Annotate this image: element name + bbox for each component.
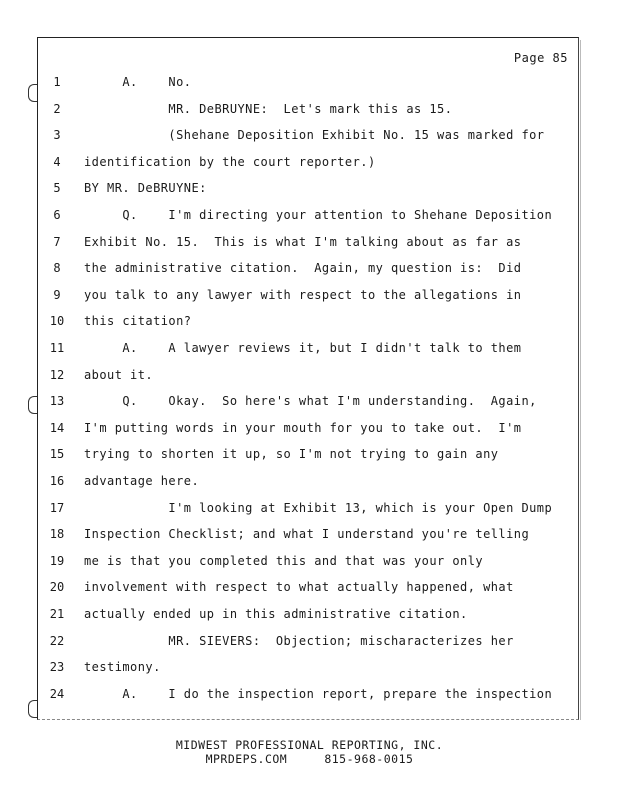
line-number: 1 <box>53 75 61 89</box>
line-number: 4 <box>53 155 61 169</box>
line-text: this citation? <box>84 314 192 328</box>
line-number: 15 <box>49 447 65 461</box>
line-number: 22 <box>49 634 65 648</box>
line-number: 20 <box>49 580 65 594</box>
line-number: 7 <box>53 235 61 249</box>
footer-contact: MPRDEPS.COM 815-968-0015 <box>205 752 414 766</box>
line-text: Inspection Checklist; and what I understand you're telling <box>84 527 530 541</box>
line-number: 6 <box>53 208 61 222</box>
line-number: 13 <box>49 394 65 408</box>
line-number: 10 <box>49 314 65 328</box>
page-number: Page 85 <box>513 51 568 65</box>
line-text: (Shehane Deposition Exhibit No. 15 was marked for <box>84 128 545 142</box>
line-number: 18 <box>49 527 65 541</box>
line-number: 23 <box>49 660 65 674</box>
line-text: A. A lawyer reviews it, but I didn't talk to them <box>84 341 522 355</box>
line-text: testimony. <box>84 660 161 674</box>
line-number: 21 <box>49 607 65 621</box>
line-text: you talk to any lawyer with respect to the allegations in <box>84 288 522 302</box>
line-text: involvement with respect to what actually happened, what <box>84 580 514 594</box>
line-number: 8 <box>53 261 61 275</box>
line-number: 2 <box>53 102 61 116</box>
line-text: Exhibit No. 15. This is what I'm talking about as far as <box>84 235 522 249</box>
binder-hole-mark <box>28 84 37 102</box>
binder-hole-mark <box>28 396 37 414</box>
line-number: 9 <box>53 288 61 302</box>
line-text: I'm putting words in your mouth for you to take out. I'm <box>84 421 522 435</box>
line-text: Q. Okay. So here's what I'm understanding. Again, <box>84 394 537 408</box>
line-number: 17 <box>49 501 65 515</box>
line-text: A. I do the inspection report, prepare the inspection <box>84 687 553 701</box>
line-text: Q. I'm directing your attention to Shehane Deposition <box>84 208 553 222</box>
line-text: I'm looking at Exhibit 13, which is your Open Dump <box>84 501 553 515</box>
footer-company: MIDWEST PROFESSIONAL REPORTING, INC. <box>175 738 444 752</box>
line-text: A. No. <box>84 75 192 89</box>
line-number: 14 <box>49 421 65 435</box>
line-number: 5 <box>53 181 61 195</box>
line-number: 3 <box>53 128 61 142</box>
line-text: the administrative citation. Again, my question is: Did <box>84 261 522 275</box>
line-number: 16 <box>49 474 65 488</box>
line-number: 24 <box>49 687 65 701</box>
line-text: advantage here. <box>84 474 200 488</box>
line-text: me is that you completed this and that was your only <box>84 554 484 568</box>
line-text: identification by the court reporter.) <box>84 155 376 169</box>
line-number: 19 <box>49 554 65 568</box>
line-number: 12 <box>49 368 65 382</box>
binder-hole-mark <box>28 700 37 718</box>
line-text: MR. SIEVERS: Objection; mischaracterizes her <box>84 634 514 648</box>
line-text: actually ended up in this administrative citation. <box>84 607 468 621</box>
line-text: trying to shorten it up, so I'm not trying to gain any <box>84 447 499 461</box>
page-edge-shadow <box>580 40 581 720</box>
line-text: BY MR. DeBRUYNE: <box>84 181 207 195</box>
line-number: 11 <box>49 341 65 355</box>
line-text: about it. <box>84 368 154 382</box>
line-text: MR. DeBRUYNE: Let's mark this as 15. <box>84 102 453 116</box>
